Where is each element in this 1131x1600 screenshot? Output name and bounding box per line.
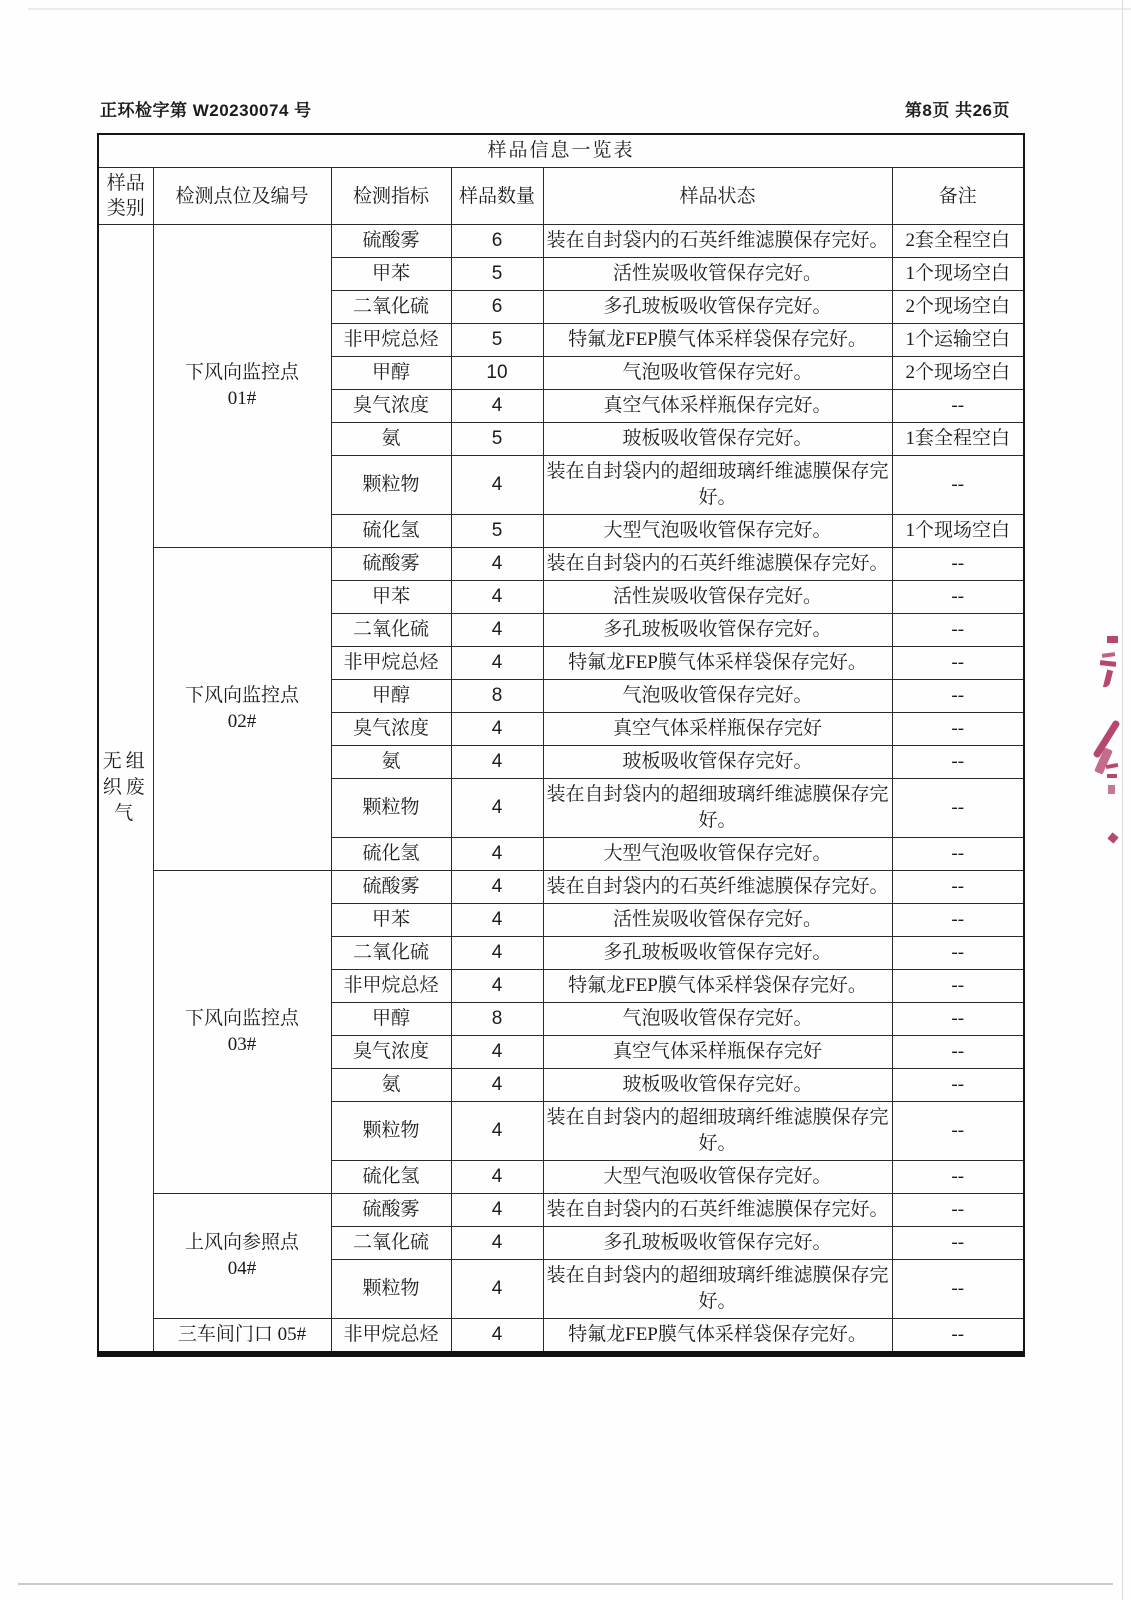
remark-cell: -- — [892, 680, 1024, 713]
header-quantity: 样品数量 — [451, 168, 543, 225]
status-cell: 活性炭吸收管保存完好。 — [543, 258, 892, 291]
status-cell: 特氟龙FEP膜气体采样袋保存完好。 — [543, 647, 892, 680]
status-cell: 装在自封袋内的石英纤维滤膜保存完好。 — [543, 225, 892, 258]
status-cell: 真空气体采样瓶保存完好 — [543, 713, 892, 746]
quantity-cell: 4 — [451, 746, 543, 779]
status-cell: 气泡吸收管保存完好。 — [543, 1003, 892, 1036]
remark-cell: -- — [892, 1069, 1024, 1102]
indicator-cell: 硫化氢 — [331, 515, 451, 548]
indicator-cell: 甲苯 — [331, 904, 451, 937]
quantity-cell: 4 — [451, 1069, 543, 1102]
remark-cell: -- — [892, 1036, 1024, 1069]
status-cell: 玻板吸收管保存完好。 — [543, 746, 892, 779]
seal-fragment — [1108, 785, 1115, 794]
status-cell: 装在自封袋内的超细玻璃纤维滤膜保存完好。 — [543, 456, 892, 515]
indicator-cell: 非甲烷总烃 — [331, 1319, 451, 1355]
indicator-cell: 二氧化硫 — [331, 614, 451, 647]
status-cell: 大型气泡吸收管保存完好。 — [543, 838, 892, 871]
quantity-cell: 4 — [451, 904, 543, 937]
point-cell: 三车间门口 05# — [153, 1319, 331, 1355]
status-cell: 真空气体采样瓶保存完好。 — [543, 390, 892, 423]
page-number-info: 第8页 共26页 — [904, 101, 1010, 120]
status-cell: 装在自封袋内的石英纤维滤膜保存完好。 — [543, 871, 892, 904]
sample-info-table — [97, 133, 1025, 1357]
quantity-cell: 4 — [451, 1161, 543, 1194]
indicator-cell: 二氧化硫 — [331, 937, 451, 970]
status-cell: 装在自封袋内的超细玻璃纤维滤膜保存完好。 — [543, 1102, 892, 1161]
remark-cell: -- — [892, 1003, 1024, 1036]
indicator-cell: 二氧化硫 — [331, 1227, 451, 1260]
quantity-cell: 6 — [451, 291, 543, 324]
indicator-cell: 氨 — [331, 423, 451, 456]
indicator-cell: 硫化氢 — [331, 1161, 451, 1194]
quantity-cell: 4 — [451, 1194, 543, 1227]
quantity-cell: 4 — [451, 713, 543, 746]
remark-cell: -- — [892, 838, 1024, 871]
remark-cell: 2套全程空白 — [892, 225, 1024, 258]
quantity-cell: 4 — [451, 1036, 543, 1069]
quantity-cell: 4 — [451, 1102, 543, 1161]
header-point-and-number: 检测点位及编号 — [153, 168, 331, 225]
indicator-cell: 甲醇 — [331, 680, 451, 713]
quantity-cell: 4 — [451, 1227, 543, 1260]
indicator-cell: 二氧化硫 — [331, 291, 451, 324]
table-row — [98, 225, 1024, 258]
point-cell: 下风向监控点 01# — [153, 225, 331, 548]
quantity-cell: 4 — [451, 1319, 543, 1355]
quantity-cell: 4 — [451, 779, 543, 838]
indicator-cell: 臭气浓度 — [331, 390, 451, 423]
quantity-cell: 4 — [451, 937, 543, 970]
quantity-cell: 4 — [451, 456, 543, 515]
indicator-cell: 硫酸雾 — [331, 548, 451, 581]
scan-edge-line-bottom — [18, 1583, 1113, 1585]
status-cell: 活性炭吸收管保存完好。 — [543, 904, 892, 937]
indicator-cell: 非甲烷总烃 — [331, 647, 451, 680]
remark-cell: -- — [892, 970, 1024, 1003]
indicator-cell: 氨 — [331, 1069, 451, 1102]
indicator-cell: 甲醇 — [331, 357, 451, 390]
remark-cell: 2个现场空白 — [892, 291, 1024, 324]
status-cell: 大型气泡吸收管保存完好。 — [543, 515, 892, 548]
seal-fragment — [1107, 636, 1118, 643]
status-cell: 多孔玻板吸收管保存完好。 — [543, 614, 892, 647]
indicator-cell: 非甲烷总烃 — [331, 324, 451, 357]
indicator-cell: 臭气浓度 — [331, 1036, 451, 1069]
quantity-cell: 5 — [451, 423, 543, 456]
indicator-cell: 非甲烷总烃 — [331, 970, 451, 1003]
quantity-cell: 5 — [451, 258, 543, 291]
seal-fragment — [1103, 670, 1113, 689]
status-cell: 多孔玻板吸收管保存完好。 — [543, 1227, 892, 1260]
status-cell: 装在自封袋内的石英纤维滤膜保存完好。 — [543, 548, 892, 581]
seal-fragment — [1107, 774, 1117, 778]
remark-cell: -- — [892, 456, 1024, 515]
status-cell: 气泡吸收管保存完好。 — [543, 680, 892, 713]
table-title-row — [98, 134, 1024, 168]
category-cell: 无组织废气 — [98, 225, 153, 1355]
seal-fragment — [1106, 763, 1119, 769]
point-cell: 下风向监控点 02# — [153, 548, 331, 871]
table-title: 样品信息一览表 — [98, 134, 1024, 168]
remark-cell: -- — [892, 581, 1024, 614]
red-seal-fragments — [1093, 630, 1131, 910]
table-row — [98, 1319, 1024, 1355]
quantity-cell: 4 — [451, 581, 543, 614]
remark-cell: -- — [892, 390, 1024, 423]
status-cell: 装在自封袋内的超细玻璃纤维滤膜保存完好。 — [543, 1260, 892, 1319]
status-cell: 活性炭吸收管保存完好。 — [543, 581, 892, 614]
quantity-cell: 10 — [451, 357, 543, 390]
remark-cell: -- — [892, 1260, 1024, 1319]
status-cell: 装在自封袋内的石英纤维滤膜保存完好。 — [543, 1194, 892, 1227]
seal-fragment — [1100, 660, 1116, 667]
remark-cell: 1个现场空白 — [892, 258, 1024, 291]
quantity-cell: 6 — [451, 225, 543, 258]
quantity-cell: 5 — [451, 515, 543, 548]
remark-cell: -- — [892, 779, 1024, 838]
scan-edge-line-top — [28, 8, 1131, 10]
quantity-cell: 4 — [451, 614, 543, 647]
remark-cell: -- — [892, 1102, 1024, 1161]
remark-cell: -- — [892, 746, 1024, 779]
header-indicator: 检测指标 — [331, 168, 451, 225]
indicator-cell: 颗粒物 — [331, 456, 451, 515]
status-cell: 特氟龙FEP膜气体采样袋保存完好。 — [543, 970, 892, 1003]
remark-cell: -- — [892, 904, 1024, 937]
remark-cell: -- — [892, 871, 1024, 904]
indicator-cell: 臭气浓度 — [331, 713, 451, 746]
status-cell: 特氟龙FEP膜气体采样袋保存完好。 — [543, 324, 892, 357]
status-cell: 玻板吸收管保存完好。 — [543, 423, 892, 456]
quantity-cell: 8 — [451, 1003, 543, 1036]
remark-cell: -- — [892, 937, 1024, 970]
quantity-cell: 4 — [451, 548, 543, 581]
remark-cell: -- — [892, 1319, 1024, 1355]
indicator-cell: 硫酸雾 — [331, 1194, 451, 1227]
remark-cell: -- — [892, 1161, 1024, 1194]
remark-cell: -- — [892, 1194, 1024, 1227]
indicator-cell: 硫化氢 — [331, 838, 451, 871]
status-cell: 多孔玻板吸收管保存完好。 — [543, 937, 892, 970]
status-cell: 玻板吸收管保存完好。 — [543, 1069, 892, 1102]
point-cell: 下风向监控点 03# — [153, 871, 331, 1194]
seal-fragment — [1107, 832, 1118, 843]
indicator-cell: 甲苯 — [331, 258, 451, 291]
header-status: 样品状态 — [543, 168, 892, 225]
indicator-cell: 颗粒物 — [331, 779, 451, 838]
point-cell: 上风向参照点 04# — [153, 1194, 331, 1319]
quantity-cell: 4 — [451, 970, 543, 1003]
indicator-cell: 硫酸雾 — [331, 225, 451, 258]
quantity-cell: 4 — [451, 1260, 543, 1319]
quantity-cell: 4 — [451, 390, 543, 423]
status-cell: 真空气体采样瓶保存完好 — [543, 1036, 892, 1069]
quantity-cell: 4 — [451, 838, 543, 871]
indicator-cell: 颗粒物 — [331, 1260, 451, 1319]
remark-cell: -- — [892, 713, 1024, 746]
remark-cell: -- — [892, 1227, 1024, 1260]
remark-cell: 2个现场空白 — [892, 357, 1024, 390]
indicator-cell: 甲苯 — [331, 581, 451, 614]
table-row — [98, 548, 1024, 581]
quantity-cell: 4 — [451, 647, 543, 680]
remark-cell: 1个现场空白 — [892, 515, 1024, 548]
sample-table-body — [98, 225, 1024, 1355]
remark-cell: -- — [892, 647, 1024, 680]
status-cell: 多孔玻板吸收管保存完好。 — [543, 291, 892, 324]
header-sample-category: 样品类别 — [98, 168, 153, 225]
status-cell: 装在自封袋内的超细玻璃纤维滤膜保存完好。 — [543, 779, 892, 838]
seal-fragment — [1102, 652, 1115, 658]
remark-cell: 1个运输空白 — [892, 324, 1024, 357]
quantity-cell: 5 — [451, 324, 543, 357]
quantity-cell: 8 — [451, 680, 543, 713]
status-cell: 气泡吸收管保存完好。 — [543, 357, 892, 390]
indicator-cell: 硫酸雾 — [331, 871, 451, 904]
status-cell: 特氟龙FEP膜气体采样袋保存完好。 — [543, 1319, 892, 1355]
status-cell: 大型气泡吸收管保存完好。 — [543, 1161, 892, 1194]
remark-cell: -- — [892, 614, 1024, 647]
indicator-cell: 颗粒物 — [331, 1102, 451, 1161]
remark-cell: -- — [892, 548, 1024, 581]
indicator-cell: 甲醇 — [331, 1003, 451, 1036]
doc-number: 正环检字第 W20230074 号 — [100, 101, 312, 120]
table-row — [98, 1194, 1024, 1227]
remark-cell: 1套全程空白 — [892, 423, 1024, 456]
header-remark: 备注 — [892, 168, 1024, 225]
quantity-cell: 4 — [451, 871, 543, 904]
table-row — [98, 871, 1024, 904]
indicator-cell: 氨 — [331, 746, 451, 779]
table-header-row — [98, 168, 1024, 225]
